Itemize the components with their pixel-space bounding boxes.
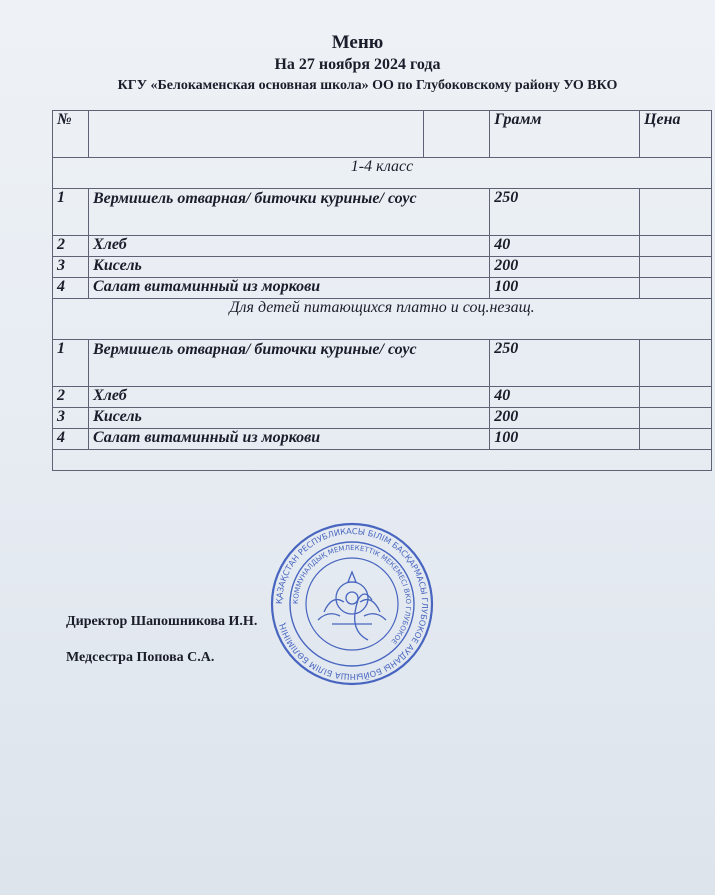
header-blank: [424, 111, 490, 158]
row-gram: 200: [490, 257, 640, 278]
document-title: Меню: [331, 32, 384, 53]
section-row: [53, 158, 712, 189]
row-dish: Кисель: [88, 408, 489, 429]
stamp-outer-text: ҚАЗАҚСТАН РЕСПУБЛИКАСЫ БІЛІМ БАСҚАРМАСЫ ГЛУБОКОЕ АУДАНЫ БОЙЫНША БІЛІМ БӨЛІМІНІҢ: [273, 525, 431, 683]
row-gram: 100: [490, 429, 640, 450]
nurse-signature: Медсестра Попова С.А.: [66, 650, 215, 665]
table-row: [53, 257, 712, 278]
row-num: 4: [53, 278, 89, 299]
row-dish: Вермишель отварная/ биточки куриные/ соус: [88, 189, 489, 236]
row-price: [640, 340, 712, 387]
row-price: [640, 429, 712, 450]
table-row: [53, 429, 712, 450]
row-dish: Хлеб: [88, 387, 489, 408]
row-gram: 100: [490, 278, 640, 299]
table-row: [53, 236, 712, 257]
header-name: [88, 111, 423, 158]
row-price: [640, 236, 712, 257]
row-dish: Вермишель отварная/ биточки куриные/ соус: [88, 340, 489, 387]
organization-name: КГУ «Белокаменская основная школа» ОО по Глубоковскому району УО ВКО: [117, 78, 618, 93]
row-num: 3: [53, 408, 89, 429]
table-row: [53, 278, 712, 299]
table-row: [53, 387, 712, 408]
row-price: [640, 408, 712, 429]
row-dish: Хлеб: [88, 236, 489, 257]
table-row: [53, 189, 712, 236]
menu-table: [52, 110, 712, 471]
official-seal-icon: [268, 520, 436, 688]
row-dish: Салат витаминный из моркови: [88, 429, 489, 450]
section-row: [53, 299, 712, 340]
section-title: 1-4 класс: [53, 158, 712, 189]
document-date: На 27 ноября 2024 года: [274, 56, 441, 73]
table-row: [53, 340, 712, 387]
table-header-row: [53, 111, 712, 158]
row-gram: 250: [490, 340, 640, 387]
row-num: 1: [53, 340, 89, 387]
table-row: [53, 408, 712, 429]
row-price: [640, 189, 712, 236]
row-gram: 200: [490, 408, 640, 429]
header-num: №: [53, 111, 89, 158]
row-num: 3: [53, 257, 89, 278]
header-gram: Грамм: [490, 111, 640, 158]
row-gram: 40: [490, 236, 640, 257]
row-num: 2: [53, 236, 89, 257]
row-gram: 250: [490, 189, 640, 236]
row-num: 2: [53, 387, 89, 408]
row-gram: 40: [490, 387, 640, 408]
row-price: [640, 387, 712, 408]
section-title: Для детей питающихся платно и соц.незащ.: [53, 299, 712, 340]
row-dish: Кисель: [88, 257, 489, 278]
row-dish: Салат витаминный из моркови: [88, 278, 489, 299]
director-signature: Директор Шапошникова И.Н.: [66, 614, 258, 629]
empty-cell: [53, 450, 712, 471]
row-price: [640, 278, 712, 299]
stamp-inner-text: КОММУНАЛДЫҚ МЕМЛЕКЕТТІК МЕКЕМЕСІ ВКО ГЛУБОКОЕ: [291, 543, 413, 646]
row-num: 4: [53, 429, 89, 450]
row-price: [640, 257, 712, 278]
header-price: Цена: [640, 111, 712, 158]
row-num: 1: [53, 189, 89, 236]
empty-row: [53, 450, 712, 471]
